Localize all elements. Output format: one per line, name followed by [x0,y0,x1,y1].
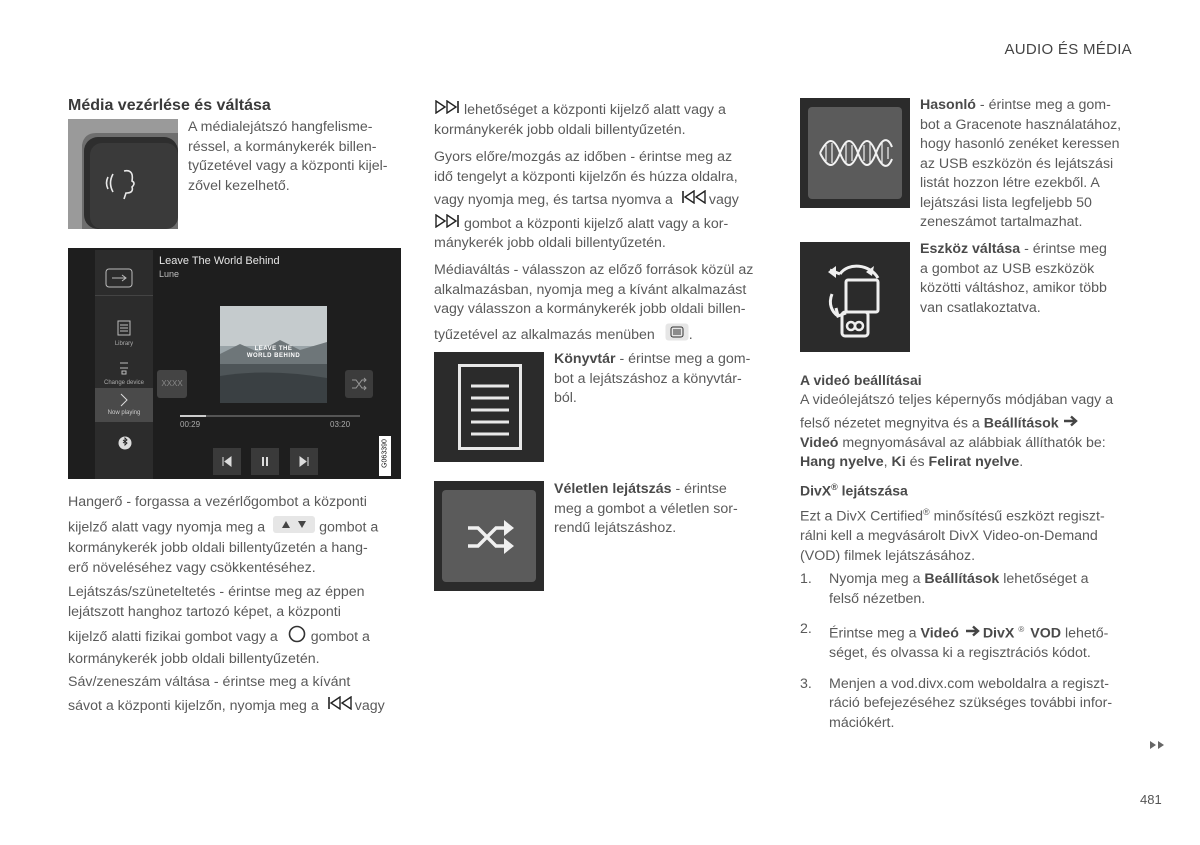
device-change-description: Eszköz váltása - érintse meg a gombot az USB eszközök közötti váltáshoz, amikor több van csatlakoztatva. [920,241,1107,316]
previous-source-tile[interactable] [157,370,187,398]
now-playing-nav-label: Now playing [107,410,141,416]
divx-heading: DivX® lejátszása [800,482,908,499]
arrow-right-icon [965,624,981,644]
figure-code: G063390 [381,439,389,468]
media-change-paragraph: Médiaváltás - válasszon az előző források közül az alkalmazásban, nyomja meg a kívánt alkalmazást vagy válasszon a kormánykerék jobb oldali billen- tyűzetével az alkalmazás menüben . [434,261,774,347]
album-art[interactable] [220,306,327,403]
next-track-button[interactable] [290,448,318,475]
library-nav-item[interactable] [97,320,151,347]
page-number: 481 [1140,792,1162,807]
video-settings-heading: A videó beállításai [800,372,922,388]
track-change-paragraph: Sáv/zeneszám váltása - érintse meg a kívánt sávot a központi kijelzőn, nyomja meg a vagy [68,673,403,716]
shuffle-description: Véletlen lejátszás - érintse meg a gombot a véletlen sor- rendű lejátszáshoz. [554,481,738,536]
divx-steps [800,570,1145,733]
volume-paragraph: Hangerő - forgassa a vezérlőgombot a központi kijelző alatt vagy nyomja meg a gombot a kormánykerék jobb oldali billentyűzetén a hang- erő növeléséhez vagy csökkentéséhez. [68,494,379,576]
similar-description: Hasonló - érintse meg a gom- bot a Gracenote használatához, hogy hasonló zenéket keressen az USB eszközön és lejátszási listát hozzon létre ezekből. A lejátszási lista legfeljebb 50 zeneszámot tartalmazhat. [920,97,1122,230]
next-track-icon [434,100,460,121]
section-header: AUDIO ÉS MÉDIA [1004,41,1132,58]
next-track-paragraph: lehetőséget a központi kijelző alatt vagy a kormánykerék jobb oldali billentyűzetén. [434,102,726,138]
library-nav-label: Library [114,341,134,347]
shuffle-tile[interactable] [345,370,373,398]
album-art-text-2: WORLD BEHIND [246,353,301,359]
video-settings-paragraph: A videólejátszó teljes képernyős módjában vagy a felső nézetet megnyitva és a Beállítások Videó megnyomásával az alábbiak állíthatók be: Hang nyelve, Ki és Felirat nyelve. [800,392,1114,470]
library-description: Könyvtár - érintse meg a gom- bot a lejátszáshoz a könyvtár- ból. [554,351,751,406]
section-title: Média vezérlése és váltása [68,97,271,114]
change-device-nav-item[interactable] [97,359,151,386]
voice-control-image [68,119,178,229]
shuffle-button-tile [434,481,544,591]
previous-source-label: XXXX [161,379,183,388]
time-elapsed: 00:29 [180,420,201,429]
change-device-nav-label: Change device [103,380,145,386]
volume-up-down-icon [273,516,315,540]
step-3: 3. Menjen a vod.divx.com weboldalra a regiszt- ráció befejezéséhez szükséges további infor- mációkért. [800,675,1113,731]
app-menu-icon [665,323,689,348]
continue-arrows-icon [1149,737,1167,755]
library-tile [434,352,544,462]
track-artist: Lune [159,269,180,279]
device-change-tile [800,242,910,352]
pause-button[interactable] [251,448,279,475]
divx-paragraph: Ezt a DivX Certified® minősítésű eszközt regiszt- rálni kell a megvásárolt DivX Video-on-Demand (VOD) filmek lejátszásához. [800,507,1105,564]
previous-track-button[interactable] [213,448,241,475]
previous-track-icon [327,696,353,717]
now-playing-nav-item[interactable] [95,388,153,422]
play-pause-paragraph: Lejátszás/szüneteltetés - érintse meg az éppen lejátszott hanghoz tartozó képet, a központi kijelző alatti fizikai gombot vagy a gombot a kormánykerék jobb oldali billentyűzetén. [68,584,370,667]
fast-forward-icon [434,214,460,235]
media-player-screenshot [68,248,401,479]
step-2: 2. Érintse meg a Videó DivX ® VOD lehető- séget, és olvassa ki a regisztrációs kódot. [800,621,1109,662]
similar-tile [800,98,910,208]
seek-paragraph: Gyors előre/mozgás az időben - érintse meg az idő tengelyt a központi kijelzőn és húzza oldalra, vagy nyomja meg, és tartsa nyomva a vagy gombot a központi kijelző alatt vagy a kor- mánykerék jobb oldali billentyűzetén. [434,149,739,251]
usb-source-icon[interactable] [105,268,133,288]
step-1: 1. Nyomja meg a Beállítások lehetőséget a felső nézetben. [800,571,1089,607]
arrow-right-icon [1063,414,1079,434]
intro-text: A médialejátszó hangfelisme- réssel, a kormánykerék billen- tyűzetével vagy a központi kijel- zővel kezelhető. [188,119,388,194]
time-total: 03:20 [330,420,351,429]
progress-fill [180,415,206,417]
progress-track[interactable] [180,415,360,417]
play-pause-button-icon [288,625,306,650]
track-title: Leave The World Behind [159,255,280,267]
album-art-text-1: LEAVE THE [254,346,293,352]
bluetooth-icon[interactable] [118,435,132,451]
rewind-icon [681,190,707,211]
